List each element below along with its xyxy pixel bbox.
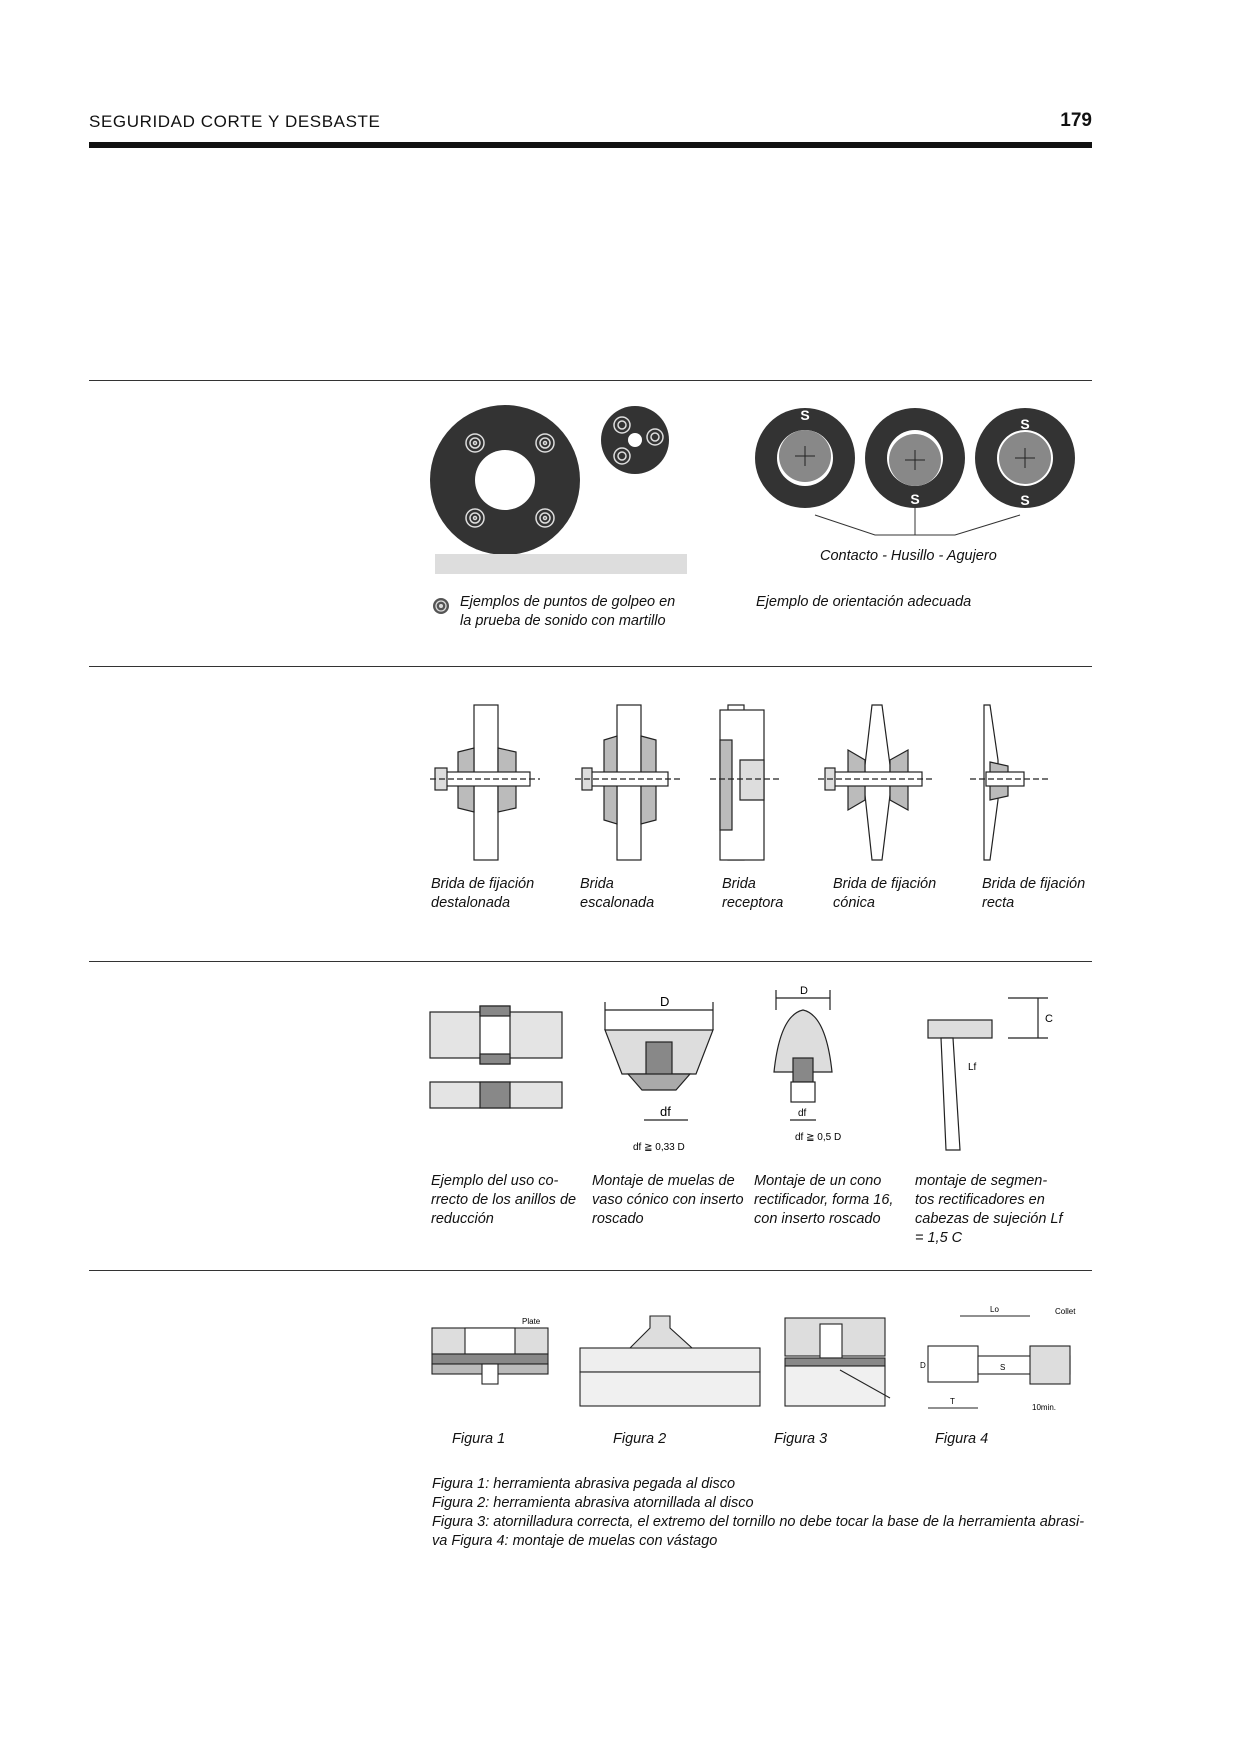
figure-label-2: Figura 2: [613, 1431, 667, 1447]
caption-flange-5: Brida de fijación recta: [982, 876, 1086, 911]
caption-orientation: Ejemplo de orientación adecuada: [756, 594, 972, 610]
figure-label-1: Figura 1: [452, 1431, 506, 1447]
figure-notes: Figura 1: herramienta abrasiva pegada al disco Figura 2: herramienta abrasiva atornillada al disco Figura 3: atornilladura correcta, el extremo del tornillo no debe tocar la base de la herramienta abrasi- va Figura 4: montaje de muelas con vástago: [432, 1476, 1085, 1549]
page-number: 179: [1060, 110, 1092, 131]
formula-cone: df ≧ 0,5 D: [795, 1132, 842, 1143]
s-mark: S: [910, 491, 920, 507]
caption-mount-3: Montaje de un cono rectificador, forma 16, con inserto roscado: [754, 1173, 894, 1227]
dim-D: D: [920, 1361, 926, 1370]
caption-mount-2: Montaje de muelas de vaso cónico con inserto roscado: [592, 1173, 744, 1227]
formula-cup: df ≧ 0,33 D: [633, 1142, 685, 1153]
section-rule-1: [89, 380, 1092, 381]
section-rule-2: [89, 666, 1092, 667]
dim-T: T: [950, 1397, 955, 1406]
section-rule-4: [89, 1270, 1092, 1271]
dim-Lf: Lf: [968, 1062, 977, 1073]
dim-10min: 10min.: [1032, 1403, 1057, 1412]
s-mark: S: [800, 407, 810, 423]
tap-point-legend-icon: [432, 597, 450, 615]
figure-label-3: Figura 3: [774, 1431, 828, 1447]
caption-flange-4: Brida de fijación cónica: [833, 876, 937, 911]
header-rule: [89, 142, 1092, 148]
dim-S: S: [1000, 1363, 1006, 1372]
dim-df: df: [660, 1104, 671, 1119]
running-header-title: SEGURIDAD CORTE Y DESBASTE: [89, 112, 381, 131]
sound-test-figure: [430, 400, 700, 580]
figure-label-4: Figura 4: [935, 1431, 989, 1447]
collet-label: Collet: [1055, 1307, 1076, 1316]
caption-flange-2: Brida escalonada: [580, 876, 655, 911]
caption-mount-1: Ejemplo del uso co- rrecto de los anillos de reducción: [431, 1173, 577, 1227]
orientation-figure: [755, 400, 1090, 535]
flange-figures: [430, 700, 1070, 870]
caption-sound-test: Ejemplos de puntos de golpeo en la prueba de sonido con martillo: [460, 594, 676, 629]
dim-df: df: [798, 1108, 807, 1119]
s-mark: S: [1020, 492, 1030, 508]
mounting-figures: [428, 980, 1058, 1155]
caption-flange-1: Brida de fijación destalonada: [431, 876, 535, 911]
s-mark: S: [1020, 416, 1030, 432]
dim-D: D: [800, 985, 808, 997]
dim-C: C: [1045, 1013, 1053, 1025]
dim-Lo: Lo: [990, 1305, 999, 1314]
section-rule-3: [89, 961, 1092, 962]
caption-flange-3: Brida receptora: [722, 876, 784, 911]
plate-label: Plate: [522, 1317, 541, 1326]
abrasive-tool-figures: [430, 1298, 1090, 1418]
contact-label: Contacto - Husillo - Agujero: [820, 548, 997, 564]
dim-D: D: [660, 994, 670, 1009]
caption-mount-4: montaje de segmen- tos rectificadores en cabezas de sujeción Lf = 1,5 C: [915, 1173, 1063, 1246]
